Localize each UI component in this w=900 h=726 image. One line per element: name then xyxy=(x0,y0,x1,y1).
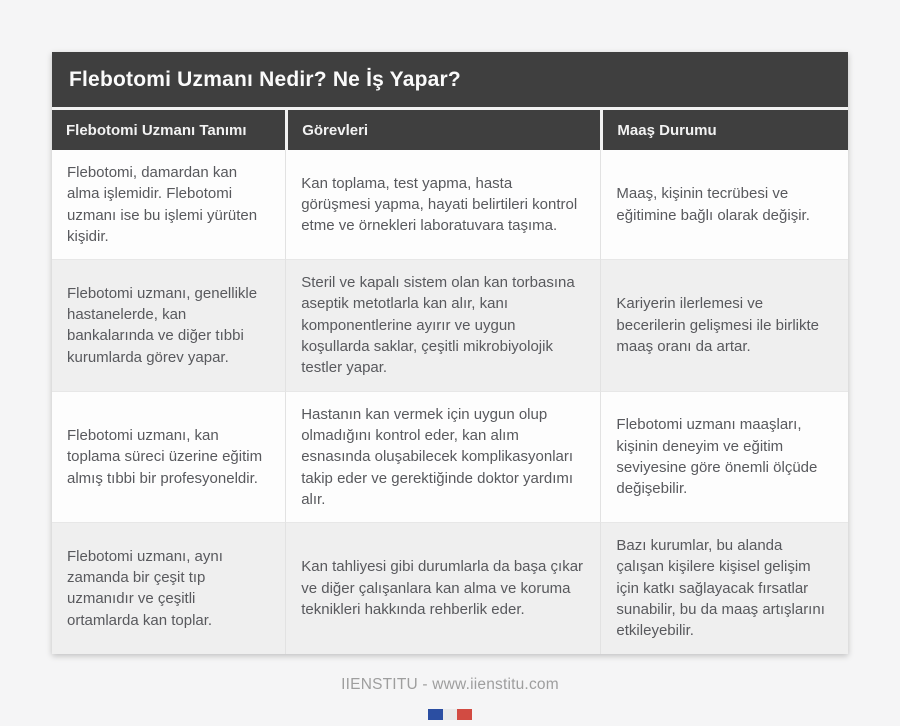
table-title-bar xyxy=(52,52,848,107)
cell-definition: Flebotomi, damardan kan alma işlemidir. Flebotomi uzmanı ise bu işlemi yürüten kişidir. xyxy=(52,150,285,259)
cell-duties: Hastanın kan vermek için uygun olup olmadığını kontrol eder, kan alım esnasında oluşabilecek komplikasyonları takip eder ve gerektiğinde doktor yardımı alır. xyxy=(285,391,600,522)
table-row xyxy=(52,150,848,259)
cell-duties: Steril ve kapalı sistem olan kan torbasına aseptik metotlarla kan alır, kanı komponentlerine ayırır ve uygun koşullarda saklar, çeşitli mikrobiyolojik testler yapar. xyxy=(285,259,600,390)
table-header-row xyxy=(52,110,848,150)
logo-segment-light xyxy=(443,709,458,720)
cell-definition: Flebotomi uzmanı, aynı zamanda bir çeşit tıp uzmanıdır ve çeşitli ortamlarda kan toplar. xyxy=(52,522,285,653)
iienstitu-logo-icon xyxy=(428,709,472,720)
table-row xyxy=(52,259,848,390)
cell-salary: Flebotomi uzmanı maaşları, kişinin deneyim ve eğitim seviyesine göre önemli ölçüde değişebilir. xyxy=(600,391,848,522)
article-table-card xyxy=(52,52,848,654)
cell-duties: Kan tahliyesi gibi durumlarla da başa çıkar ve diğer çalışanlara kan alma ve koruma teknikleri hakkında rehberlik eder. xyxy=(285,522,600,653)
column-header-salary: Maaş Durumu xyxy=(600,110,848,150)
cell-duties: Kan toplama, test yapma, hasta görüşmesi yapma, hayati belirtileri kontrol etme ve örnekleri laboratuvara taşıma. xyxy=(285,150,600,259)
cell-salary: Maaş, kişinin tecrübesi ve eğitimine bağlı olarak değişir. xyxy=(600,150,848,259)
column-header-duties: Görevleri xyxy=(285,110,600,150)
cell-definition: Flebotomi uzmanı, genellikle hastanelerde, kan bankalarında ve diğer tıbbi kurumlarda görev yapar. xyxy=(52,259,285,390)
page-title: Flebotomi Uzmanı Nedir? Ne İş Yapar? xyxy=(69,67,461,91)
info-table xyxy=(52,110,848,654)
column-header-definition: Flebotomi Uzmanı Tanımı xyxy=(52,110,285,150)
footer xyxy=(0,676,900,720)
logo-segment-blue xyxy=(428,709,443,720)
cell-salary: Bazı kurumlar, bu alanda çalışan kişilere kişisel gelişim için katkı sağlayacak fırsatlar sunabilir, bu da maaş artışlarını etkileyebilir. xyxy=(600,522,848,653)
table-row xyxy=(52,391,848,522)
cell-definition: Flebotomi uzmanı, kan toplama süreci üzerine eğitim almış tıbbi bir profesyoneldir. xyxy=(52,391,285,522)
site-credit-text: IIENSTITU - www.iienstitu.com xyxy=(341,675,559,693)
logo-segment-red xyxy=(457,709,472,720)
cell-salary: Kariyerin ilerlemesi ve becerilerin gelişmesi ile birlikte maaş oranı da artar. xyxy=(600,259,848,390)
table-row xyxy=(52,522,848,653)
